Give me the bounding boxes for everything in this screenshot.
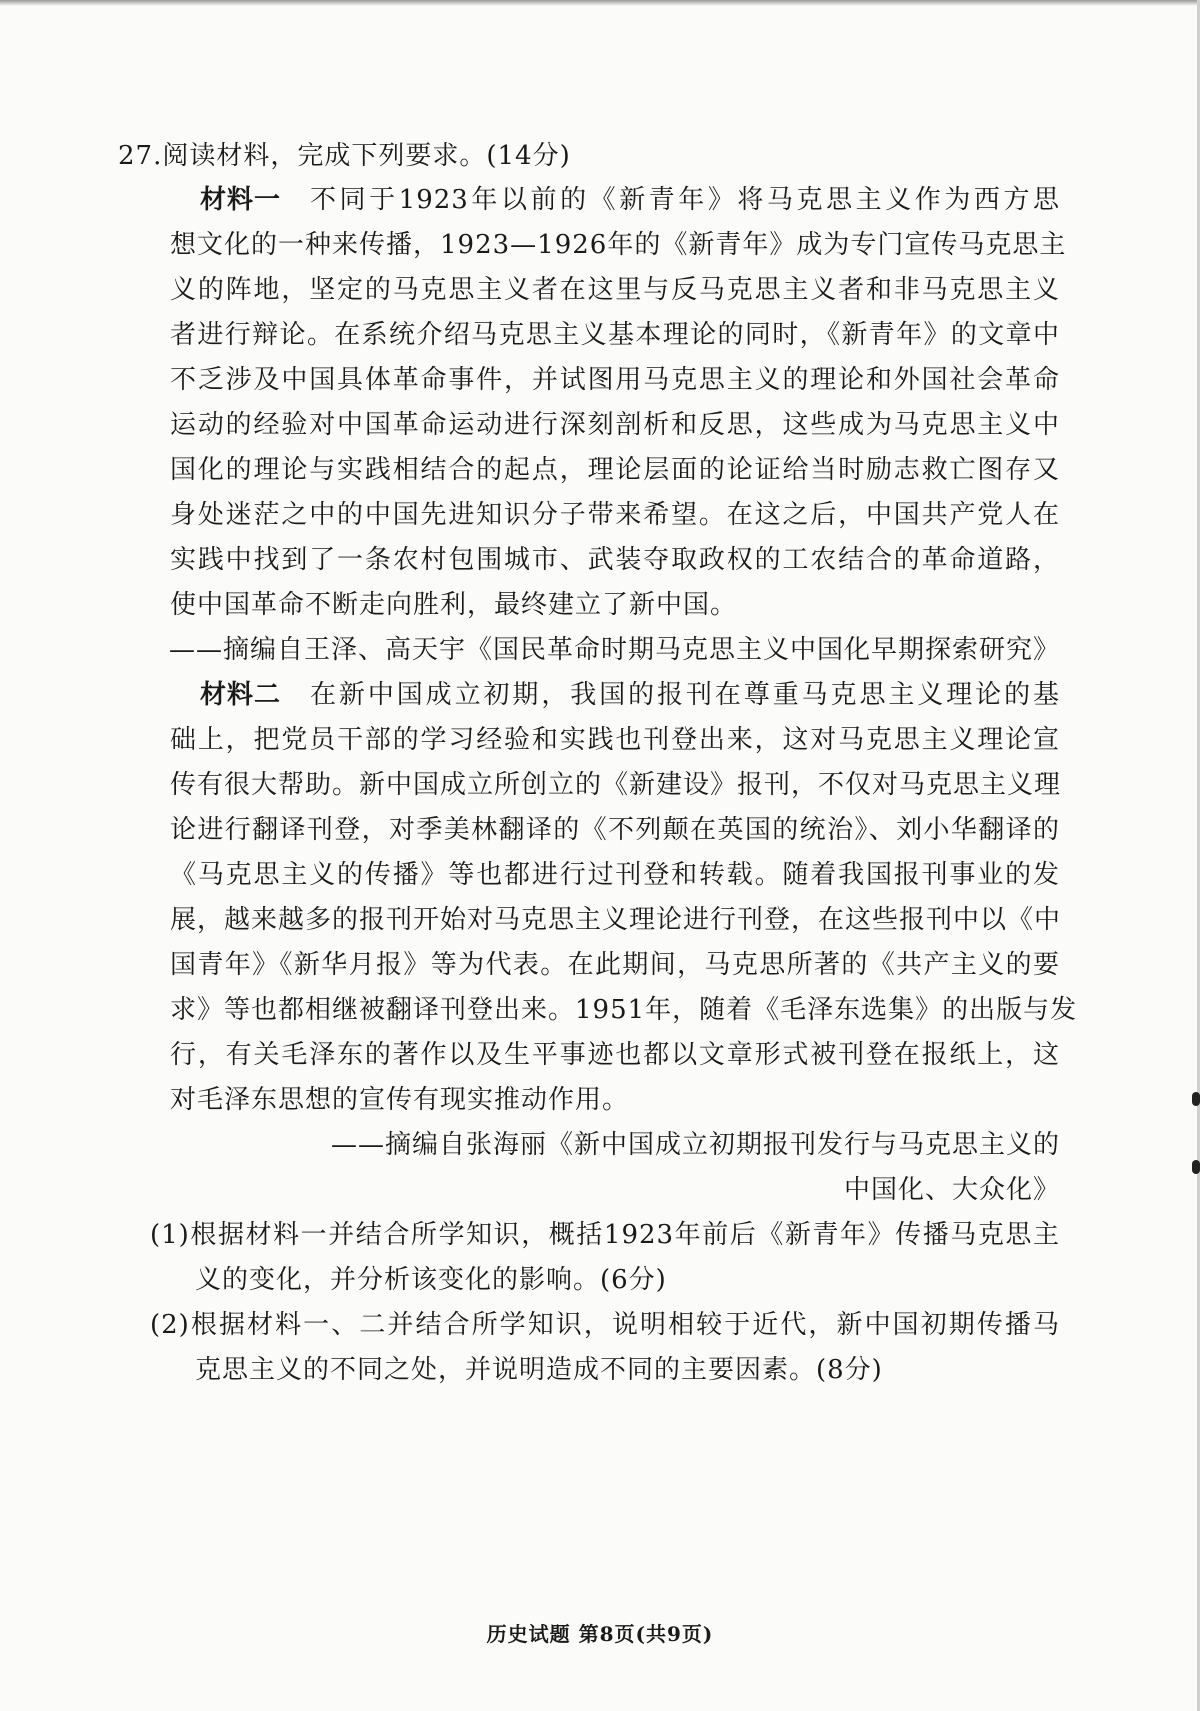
material1-line: 不同于1923年以前的《新青年》将马克思主义作为西方思	[310, 185, 1060, 215]
material2-line: 础上，把党员干部的学习经验和实践也刊登出来，这对马克思主义理论宣	[170, 725, 1060, 755]
material1-label: 材料一	[200, 185, 282, 215]
material1-line: 想文化的一种来传播，1923—1926年的《新青年》成为专门宣传马克思主	[170, 230, 1067, 260]
material2-line: 论进行翻译刊登，对季美林翻译的《不列颠在英国的统治》、刘小华翻译的	[170, 815, 1060, 845]
material1-line: 实践中找到了一条农村包围城市、武装夺取政权的工农结合的革命道路，	[170, 545, 1060, 575]
material1-line: 者进行辩论。在系统介绍马克思主义基本理论的同时，《新青年》的文章中	[170, 320, 1060, 350]
material1-line: 义的阵地，坚定的马克思主义者在这里与反马克思主义者和非马克思主义	[170, 275, 1060, 305]
material2-source: 中国化、大众化》	[843, 1175, 1060, 1205]
question-heading: 27.阅读材料，完成下列要求。(14分)	[118, 141, 571, 171]
material2-source: ——摘编自张海丽《新中国成立初期报刊发行与马克思主义的	[330, 1130, 1060, 1160]
material2-line: 《马克思主义的传播》等也都进行过刊登和转载。随着我国报刊事业的发	[170, 860, 1060, 890]
material2-line: 国青年》《新华月报》等为代表。在此期间，马克思所著的《共产主义的要	[170, 950, 1060, 980]
material1-source: ——摘编自王泽、高天宇《国民革命时期马克思主义中国化早期探索研究》	[168, 635, 1060, 665]
material2-line: 传有很大帮助。新中国成立所创立的《新建设》报刊，不仅对马克思主义理	[170, 770, 1062, 800]
material1-line: 身处迷茫之中的中国先进知识分子带来希望。在这之后，中国共产党人在	[170, 500, 1060, 530]
scan-edge-top	[0, 0, 1200, 6]
material1-line: 运动的经验对中国革命运动进行深刻剖析和反思，这些成为马克思主义中	[170, 410, 1060, 440]
material1-line: 国化的理论与实践相结合的起点，理论层面的论证给当时励志救亡图存又	[170, 455, 1060, 485]
binding-hole-mark	[1192, 1092, 1200, 1106]
material2-line: 展，越来越多的报刊开始对马克思主义理论进行刊登，在这些报刊中以《中	[170, 905, 1062, 935]
material2-line: 对毛泽东思想的宣传有现实推动作用。	[170, 1085, 630, 1115]
sub-question-2: 克思主义的不同之处，并说明造成不同的主要因素。(8分)	[195, 1355, 883, 1385]
material1-line: 不乏涉及中国具体革命事件，并试图用马克思主义的理论和外国社会革命	[170, 365, 1060, 395]
material2-line: 在新中国成立初期，我国的报刊在尊重马克思主义理论的基	[310, 680, 1060, 710]
page-footer: 历史试题 第8页(共9页)	[486, 1622, 714, 1646]
sub-question-2: (2)根据材料一、二并结合所学知识，说明相较于近代，新中国初期传播马	[150, 1310, 1060, 1340]
binding-hole-mark	[1192, 1160, 1200, 1174]
material2-label: 材料二	[200, 680, 282, 710]
material2-line: 求》等也都相继被翻译刊登出来。1951年，随着《毛泽东选集》的出版与发	[170, 995, 1078, 1025]
sub-question-1: 义的变化，并分析该变化的影响。(6分)	[195, 1265, 667, 1295]
material1-line: 使中国革命不断走向胜利，最终建立了新中国。	[170, 590, 738, 620]
material2-line: 行，有关毛泽东的著作以及生平事迹也都以文章形式被刊登在报纸上，这	[170, 1040, 1060, 1070]
sub-question-1: (1)根据材料一并结合所学知识，概括1923年前后《新青年》传播马克思主	[150, 1220, 1060, 1250]
